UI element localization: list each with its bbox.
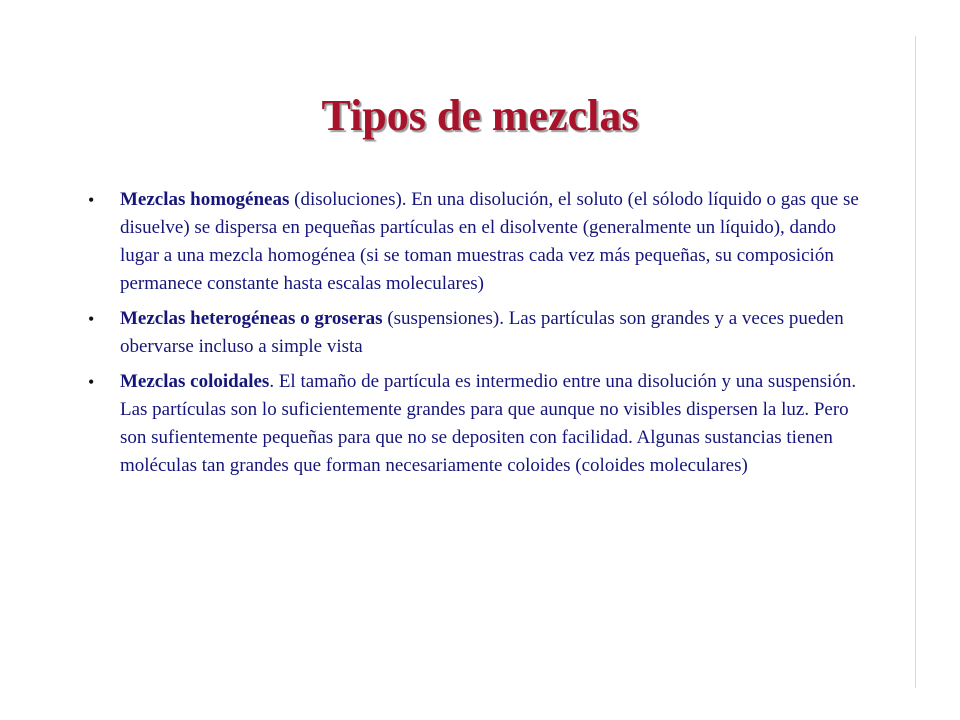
bullet-icon: •	[88, 190, 95, 210]
bullet-term: Mezclas homogéneas	[120, 189, 290, 210]
bullet-icon: •	[88, 372, 95, 392]
bullet-text: (disoluciones). En una disolución, el soluto (el sólodo líquido o gas que se disuelve) se dispersa en pequeñas partículas en el disolvente (generalmente un líquido), dando lugar a una mezcla homogénea (si se toman muestras cada vez más pequeñas, su composición permanece constante hasta escalas moleculares)	[120, 189, 859, 294]
slide-title: Tipos de mezclas	[321, 91, 639, 140]
bullet-item-colloidal	[88, 368, 878, 480]
bullet-term: Mezclas heterogéneas o groseras	[120, 308, 383, 329]
bullet-list	[88, 186, 878, 487]
bullet-text: (suspensiones). Las partículas son grandes y a veces pueden obervarse incluso a simple vista	[120, 308, 844, 357]
bullet-text: . El tamaño de partícula es intermedio entre una disolución y una suspensión. Las partículas son lo suficientemente grandes para que aunque no visibles dispersen la luz. Pero son sufientemente pequeñas para que no se depositen con facilidad. Algunas sustancias tienen moléculas tan grandes que forman necesariamente coloides (coloides moleculares)	[120, 371, 857, 476]
bullet-item-homogeneous	[88, 186, 878, 298]
bullet-term: Mezclas coloidales	[120, 371, 270, 392]
bullet-item-heterogeneous	[88, 305, 878, 361]
bullet-icon: •	[88, 309, 95, 329]
